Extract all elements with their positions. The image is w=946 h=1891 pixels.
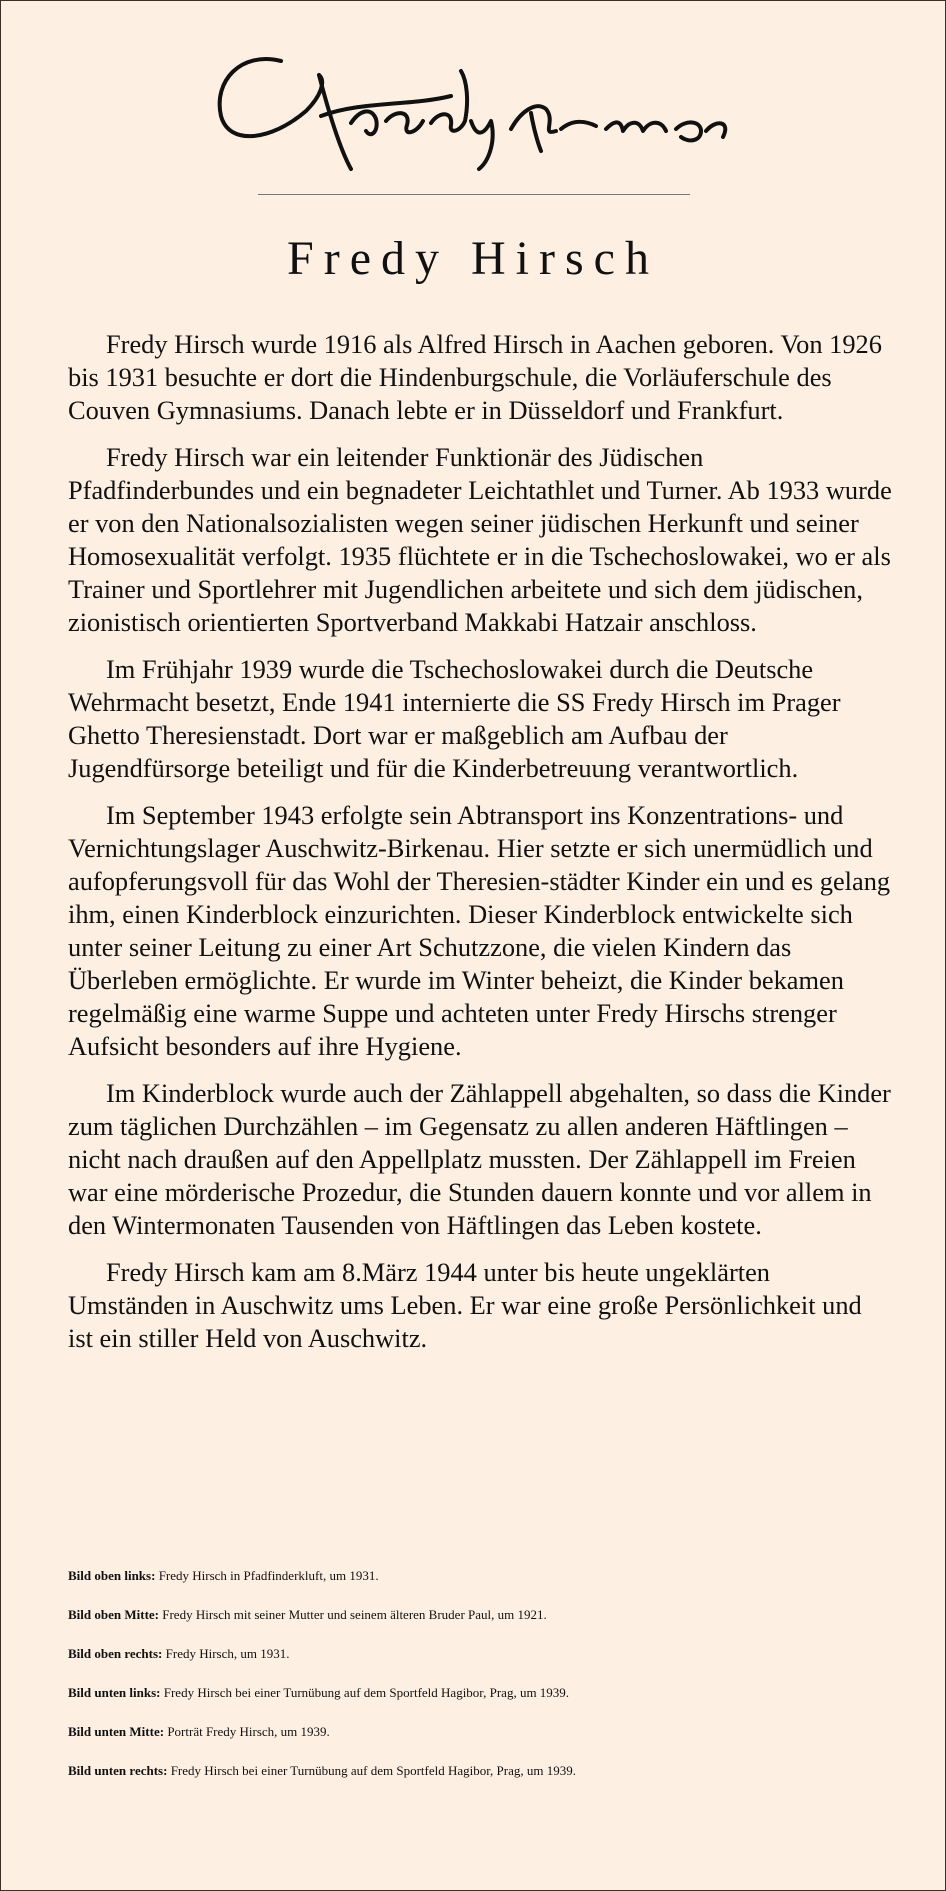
paragraph-5: Im Kinderblock wurde auch der Zählappell abgehalten, so dass die Kinder zum täglichen Durchzählen – im Gegensatz zu allen anderen Häftlingen – nicht nach draußen auf den Appellplatz mussten. Der Zählappell im Freien war eine mörderische Prozedur, die Stunden dauern konnte und vor allem in den Wintermonaten Tausenden von Häftlingen das Leben kostete. [68,1078,891,1240]
caption-text: Fredy Hirsch bei einer Turnübung auf dem Sportfeld Hagibor, Prag, um 1939. [170,1763,576,1778]
caption-label: Bild oben Mitte: [68,1607,159,1622]
signature-image [211,41,741,176]
caption-top-right [68,1644,628,1664]
caption-bottom-center [68,1722,628,1742]
paragraph-4: Im September 1943 erfolgte sein Abtransport ins Konzentrations- und Vernichtungslager Auschwitz-Birkenau. Hier setzte er sich unermüdlich und aufopferungsvoll für das Wohl der Theresien-städter Kinder ein und es gelang ihm, einen Kinderblock einzurichten. Dieser Kinderblock entwickelte sich unter seiner Leitung zu einer Art Schutzzone, die vielen Kindern das Überleben ermöglichte. Er wurde im Winter beheizt, die Kinder bekamen regelmäßig eine warme Suppe und achteten unter Fredy Hirschs strenger Aufsicht besonders auf ihre Hygiene. [68,800,891,1061]
paragraph-2: Fredy Hirsch war ein leitender Funktionär des Jüdischen Pfadfinderbundes und ein begnadeter Leichtathlet und Turner. Ab 1933 wurde er von den Nationalsozialisten wegen seiner jüdischen Herkunft und seiner Homosexualität verfolgt. 1935 flüchtete er in die Tschechoslowakei, wo er als Trainer und Sportlehrer mit Jugendlichen arbeitete und sich dem jüdischen, zionistisch orientierten Sportverband Makkabi Hatzair anschloss. [68,442,892,637]
caption-text: Porträt Fredy Hirsch, um 1939. [167,1724,330,1739]
caption-label: Bild unten links: [68,1685,161,1700]
caption-label: Bild oben links: [68,1568,156,1583]
caption-label: Bild unten Mitte: [68,1724,165,1739]
paragraph-6: Fredy Hirsch kam am 8.März 1944 unter bis heute ungeklärten Umständen in Auschwitz ums Leben. Er war eine große Persönlichkeit und ist ein stiller Held von Auschwitz. [68,1257,862,1353]
caption-label: Bild unten rechts: [68,1763,168,1778]
body-text [68,328,892,1369]
divider-line [258,194,690,195]
caption-top-left [68,1566,628,1586]
caption-bottom-left [68,1683,628,1703]
image-captions [68,1566,628,1800]
paragraph-1: Fredy Hirsch wurde 1916 als Alfred Hirsch in Aachen geboren. Von 1926 bis 1931 besuchte er dort die Hindenburgschule, die Vorläuferschule des Couven Gymnasiums. Danach lebte er in Düsseldorf und Frankfurt. [68,329,882,425]
caption-top-center [68,1605,628,1625]
caption-label: Bild oben rechts: [68,1646,163,1661]
caption-text: Fredy Hirsch, um 1931. [165,1646,290,1661]
caption-text: Fredy Hirsch in Pfadfinderkluft, um 1931. [158,1568,379,1583]
paragraph-3: Im Frühjahr 1939 wurde die Tschechoslowakei durch die Deutsche Wehrmacht besetzt, Ende 1941 internierte die SS Fredy Hirsch im Prager Ghetto Theresienstadt. Dort war er maßgeblich am Aufbau der Jugendfürsorge beteiligt und für die Kinderbetreuung verantwortlich. [68,654,841,783]
caption-text: Fredy Hirsch bei einer Turnübung auf dem Sportfeld Hagibor, Prag, um 1939. [163,1685,570,1700]
caption-bottom-right [68,1761,628,1781]
caption-text: Fredy Hirsch mit seiner Mutter und seinem älteren Bruder Paul, um 1921. [162,1607,547,1622]
page-title: Fredy Hirsch [287,232,659,285]
